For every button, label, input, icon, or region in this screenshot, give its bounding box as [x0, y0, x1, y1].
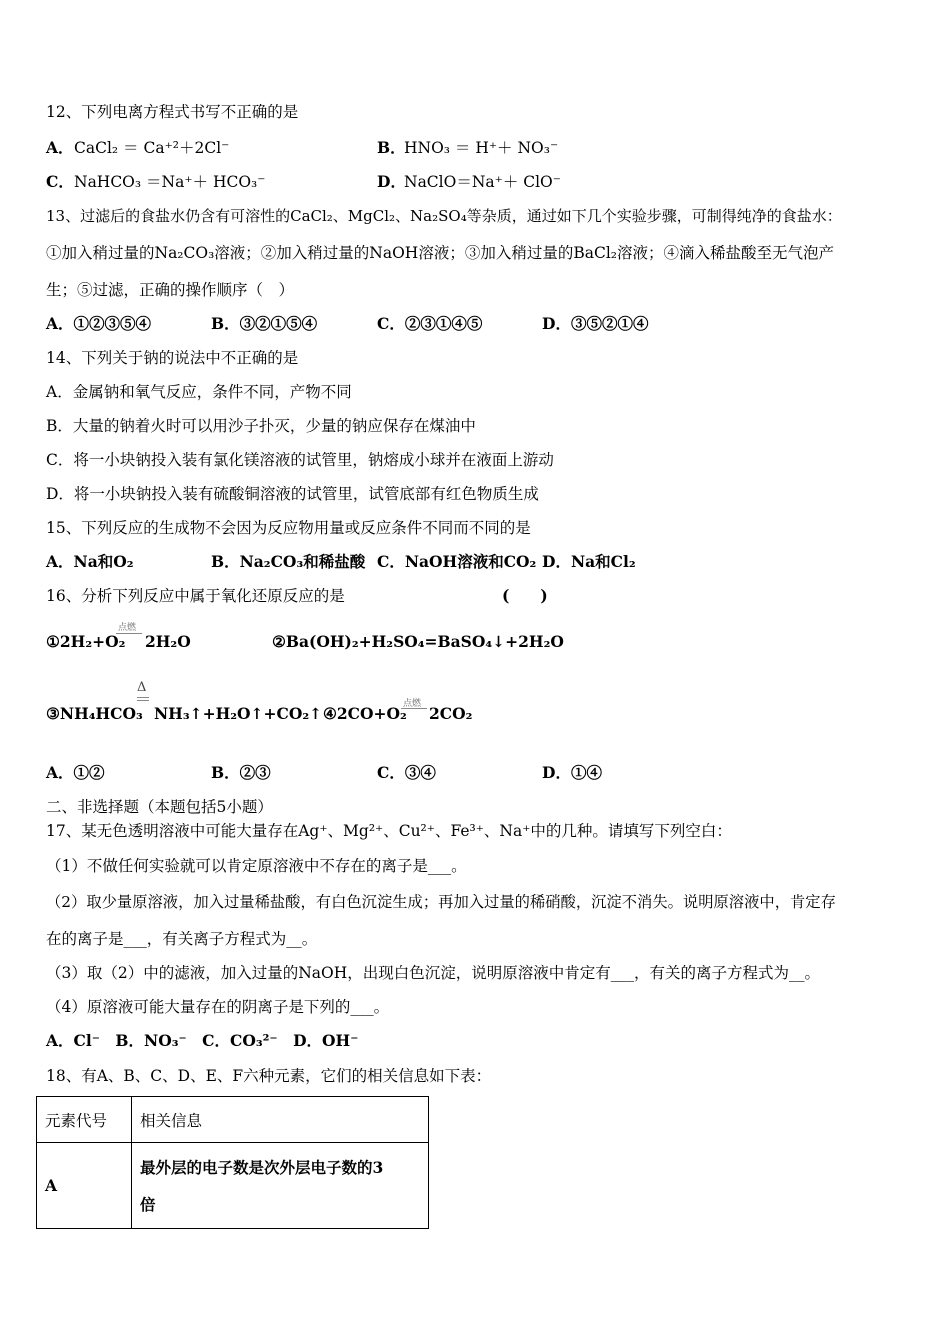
reaction-3-arrow-line: [137, 697, 149, 698]
q13-option-a: A．①②③⑤④: [46, 314, 152, 333]
q12-option-c: NaHCO₃ ＝Na⁺＋ HCO₃⁻: [74, 173, 266, 191]
q15-option-a: A．Na和O₂: [46, 552, 134, 571]
table-row-a-info-line1: 最外层的电子数是次外层电子数的3: [140, 1157, 384, 1177]
q14-stem: 14、下列关于钠的说法中不正确的是: [46, 349, 299, 367]
q16-option-a: A．①②: [46, 763, 105, 782]
q16-option-c: C．③④: [377, 763, 436, 782]
q15-option-b: B．Na₂CO₃和稀盐酸: [211, 552, 366, 571]
reaction-1-arrow-line: [116, 633, 142, 634]
reaction-1-right: 2H₂O: [145, 632, 191, 651]
q17-part-2a: （2）取少量原溶液，加入过量稀盐酸，有白色沉淀生成；再加入过量的稀硝酸，沉淀不消失。说明原溶液中，肯定存: [46, 893, 836, 911]
q15-option-c: C．NaOH溶液和CO₂: [377, 552, 537, 571]
section-2-heading: 二、非选择题（本题包括5小题）: [46, 798, 273, 816]
q17-part-3: （3）取（2）中的滤液，加入过量的NaOH，出现白色沉淀，说明原溶液中肯定有___，有关的离子方程式为__。: [46, 964, 821, 982]
reaction-1-condition: 点燃: [118, 623, 137, 633]
table-row-a-code: A: [37, 1143, 132, 1229]
q13-option-c: C．②③①④⑤: [377, 314, 483, 333]
q18-stem: 18、有A、B、C、D、E、F六种元素，它们的相关信息如下表：: [46, 1067, 492, 1085]
q16-answer-paren: ( ): [502, 586, 548, 605]
reaction-4-left: ④2CO+O₂: [323, 704, 407, 723]
q15-option-d: D．Na和Cl₂: [542, 552, 636, 571]
q14-option-b: B．大量的钠着火时可以用沙子扑灭，少量的钠应保存在煤油中: [46, 417, 476, 435]
reaction-3-right: NH₃↑+H₂O↑+CO₂↑: [154, 704, 323, 723]
q14-option-a: A．金属钠和氧气反应，条件不同，产物不同: [46, 383, 352, 401]
q16-option-d: D．①④: [542, 763, 602, 782]
q13-option-b: B．③②①⑤④: [211, 314, 318, 333]
q17-part-2b: 在的离子是___，有关离子方程式为__。: [46, 930, 318, 948]
q12-option-c-label: C．: [46, 172, 74, 191]
reaction-4-arrow-line: [401, 708, 427, 709]
reaction-1-left: ①2H₂+O₂: [46, 632, 126, 651]
q12-option-a: CaCl₂ ＝ Ca⁺²＋2Cl⁻: [74, 139, 230, 157]
q14-option-c: C．将一小块钠投入装有氯化镁溶液的试管里，钠熔成小球并在液面上游动: [46, 451, 554, 469]
q12-option-b: HNO₃ ＝ H⁺＋ NO₃⁻: [404, 139, 559, 157]
reaction-2: ②Ba(OH)₂+H₂SO₄=BaSO₄↓+2H₂O: [272, 632, 564, 651]
reaction-3-condition: Δ: [137, 680, 147, 695]
q13-line2: ①加入稍过量的Na₂CO₃溶液；②加入稍过量的NaOH溶液；③加入稍过量的BaCl₂溶液；④滴入稀盐酸至无气泡产: [46, 244, 834, 262]
q12-option-d: NaClO＝Na⁺＋ ClO⁻: [404, 173, 561, 191]
q17-part-1: （1）不做任何实验就可以肯定原溶液中不存在的离子是___。: [46, 857, 467, 875]
element-info-table: [36, 1096, 429, 1229]
q13-line3: 生；⑤过滤，正确的操作顺序（ ）: [46, 281, 295, 299]
table-row-a-info-line2: 倍: [140, 1194, 156, 1214]
reaction-4-condition: 点燃: [403, 699, 422, 709]
reaction-3-arrow-line-2: [137, 700, 149, 701]
q16-option-b: B．②③: [211, 763, 271, 782]
q12-option-a-label: A．: [46, 138, 74, 157]
q13-option-d: D．③⑤②①④: [542, 314, 649, 333]
q12-option-b-label: B．: [377, 138, 406, 157]
table-header-info: 相关信息: [132, 1097, 429, 1143]
q13-line1: 13、过滤后的食盐水仍含有可溶性的CaCl₂、MgCl₂、Na₂SO₄等杂质，通过如下几个实验步骤，可制得纯净的食盐水：: [46, 207, 842, 225]
q15-stem: 15、下列反应的生成物不会因为反应物用量或反应条件不同而不同的是: [46, 519, 531, 537]
q17-part-4: （4）原溶液可能大量存在的阴离子是下列的___。: [46, 998, 390, 1016]
table-header-code: 元素代号: [37, 1097, 132, 1143]
reaction-3-left: ③NH₄HCO₃: [46, 704, 143, 723]
q17-options: A．Cl⁻ B．NO₃⁻ C．CO₃²⁻ D．OH⁻: [46, 1031, 359, 1050]
q16-stem: 16、分析下列反应中属于氧化还原反应的是: [46, 587, 345, 605]
q12-stem: 12、下列电离方程式书写不正确的是: [46, 103, 299, 121]
q17-stem: 17、某无色透明溶液中可能大量存在Ag⁺、Mg²⁺、Cu²⁺、Fe³⁺、Na⁺中的几种。请填写下列空白：: [46, 822, 732, 840]
reaction-4-right: 2CO₂: [429, 704, 473, 723]
q14-option-d: D．将一小块钠投入装有硫酸铜溶液的试管里，试管底部有红色物质生成: [46, 485, 539, 503]
q12-option-d-label: D．: [377, 172, 406, 191]
